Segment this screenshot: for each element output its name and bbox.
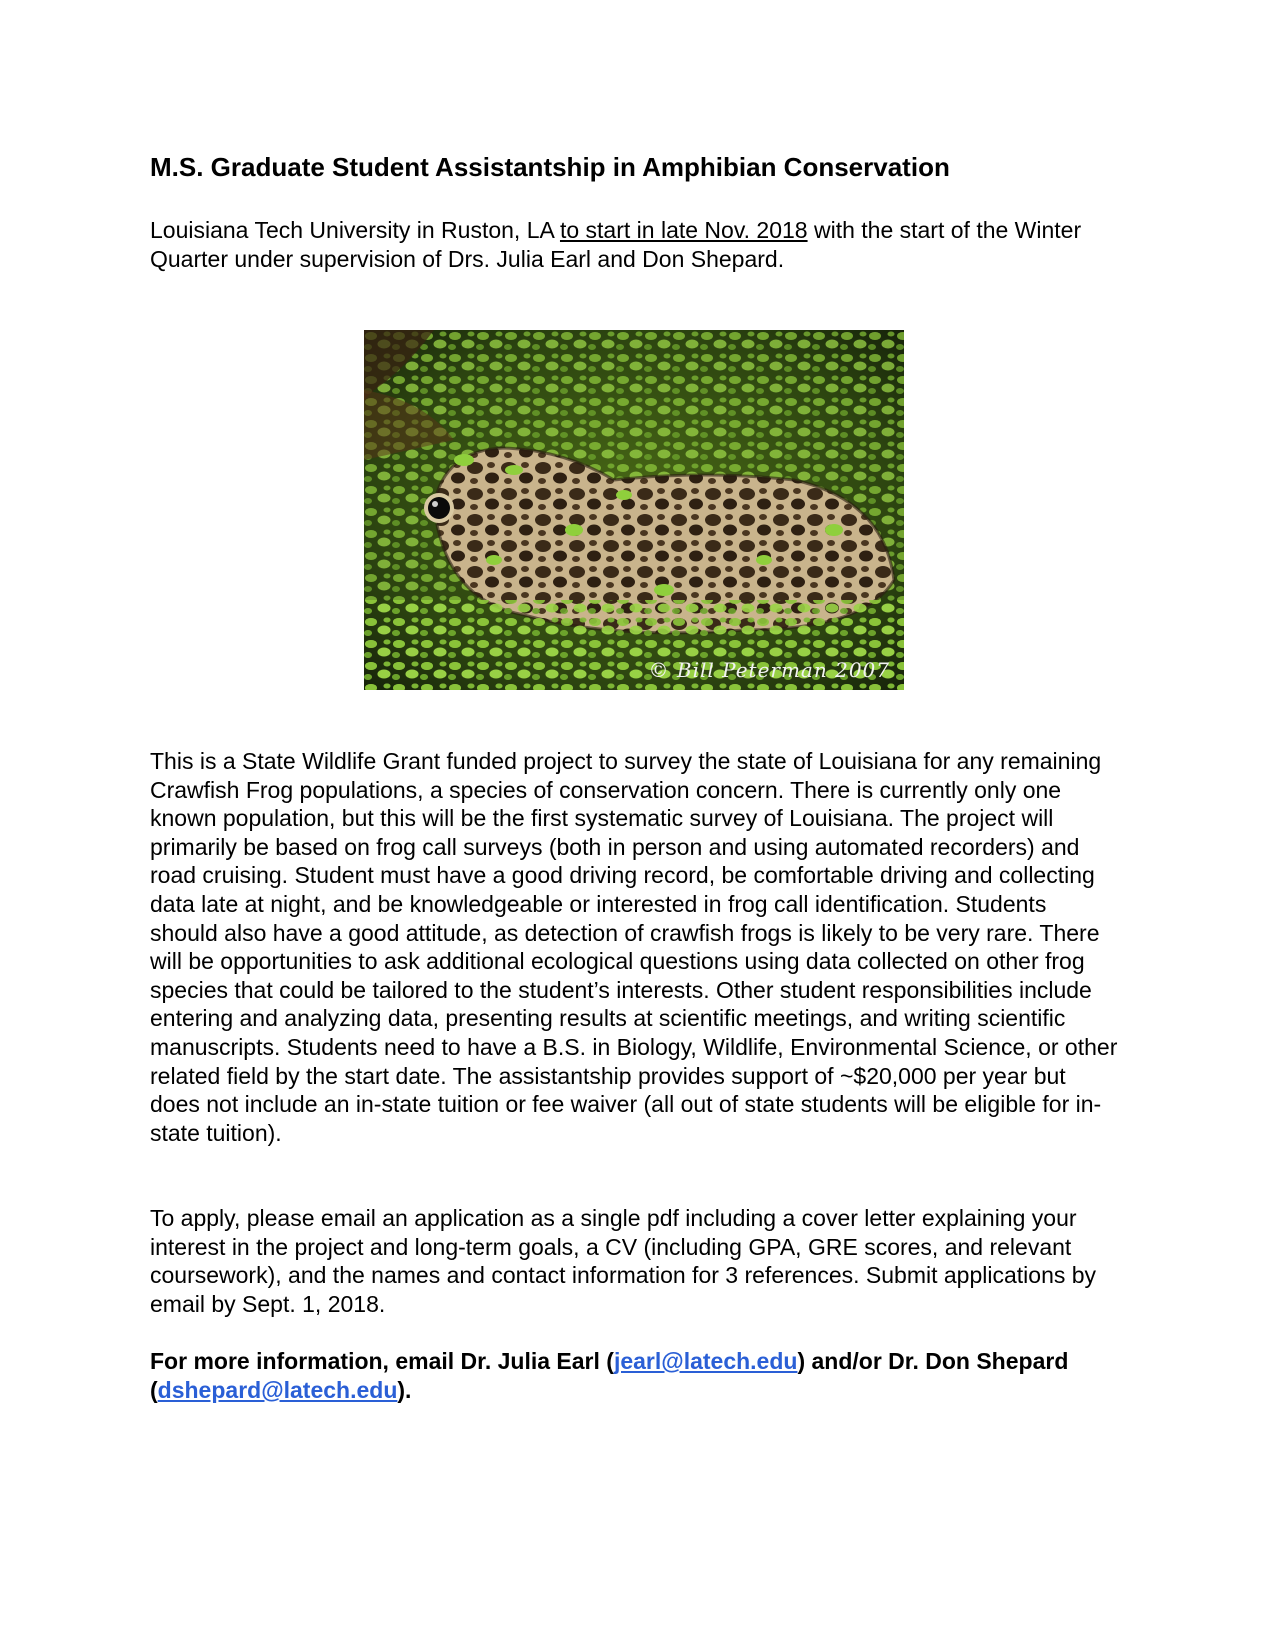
application-instructions: To apply, please email an application as a single pdf including a cover letter explaining your interest in the project and long-term goals, a CV (including GPA, GRE scores, and relevant coursework), and the names and contact information for 3 references. Submit applications by email by Sept. 1, 2018. [150,1205,1097,1317]
crawfish-frog-photo [364,330,904,690]
intro-start-date: to start in late Nov. 2018 [559,217,808,243]
contact-info [150,1347,1120,1405]
photo-credit: © Bill Peterman 2007 [648,658,890,682]
intro-text-start: Louisiana Tech University in Ruston, LA [150,217,560,243]
email-link-dshepard[interactable]: dshepard@latech.edu [157,1377,398,1403]
intro-paragraph [150,216,1150,274]
email-link-jearl[interactable]: jearl@latech.edu [613,1348,798,1374]
contact-suffix: ). [397,1377,412,1403]
project-description: This is a State Wildlife Grant funded project to survey the state of Louisiana for any remaining Crawfish Frog populations, a species of conservation concern. There is currently only one known population, but this will be the first systematic survey of Louisiana. The project will primarily be based on frog call surveys (both in person and using automated recorders) and road cruising. Student must have a good driving record, be comfortable driving and collecting data late at night, and be knowledgeable or interested in frog call identification. Students should also have a good attitude, as detection of crawfish frogs is likely to be very rare. There will be opportunities to ask additional ecological questions using data collected on other frog species that could be tailored to the student’s interests. Other student responsibilities include entering and analyzing data, presenting results at scientific meetings, and writing scientific manuscripts. Students need to have a B.S. in Biology, Wildlife, Environmental Science, or other related field by the start date. The assistantship provides support of ~$20,000 per year but does not include an in-state tuition or fee waiver (all out of state students will be eligible for in-state tuition). [150,748,1118,1146]
contact-prefix: For more information, email Dr. Julia Earl ( [150,1348,614,1374]
intro-text-end: with the start of the Winter Quarter under supervision of Drs. Julia Earl and Don Shepard. [150,217,1082,272]
page-title: M.S. Graduate Student Assistantship in Amphibian Conservation [150,152,950,182]
contact-middle: ) and/or Dr. Don Shepard ( [150,1348,1069,1403]
